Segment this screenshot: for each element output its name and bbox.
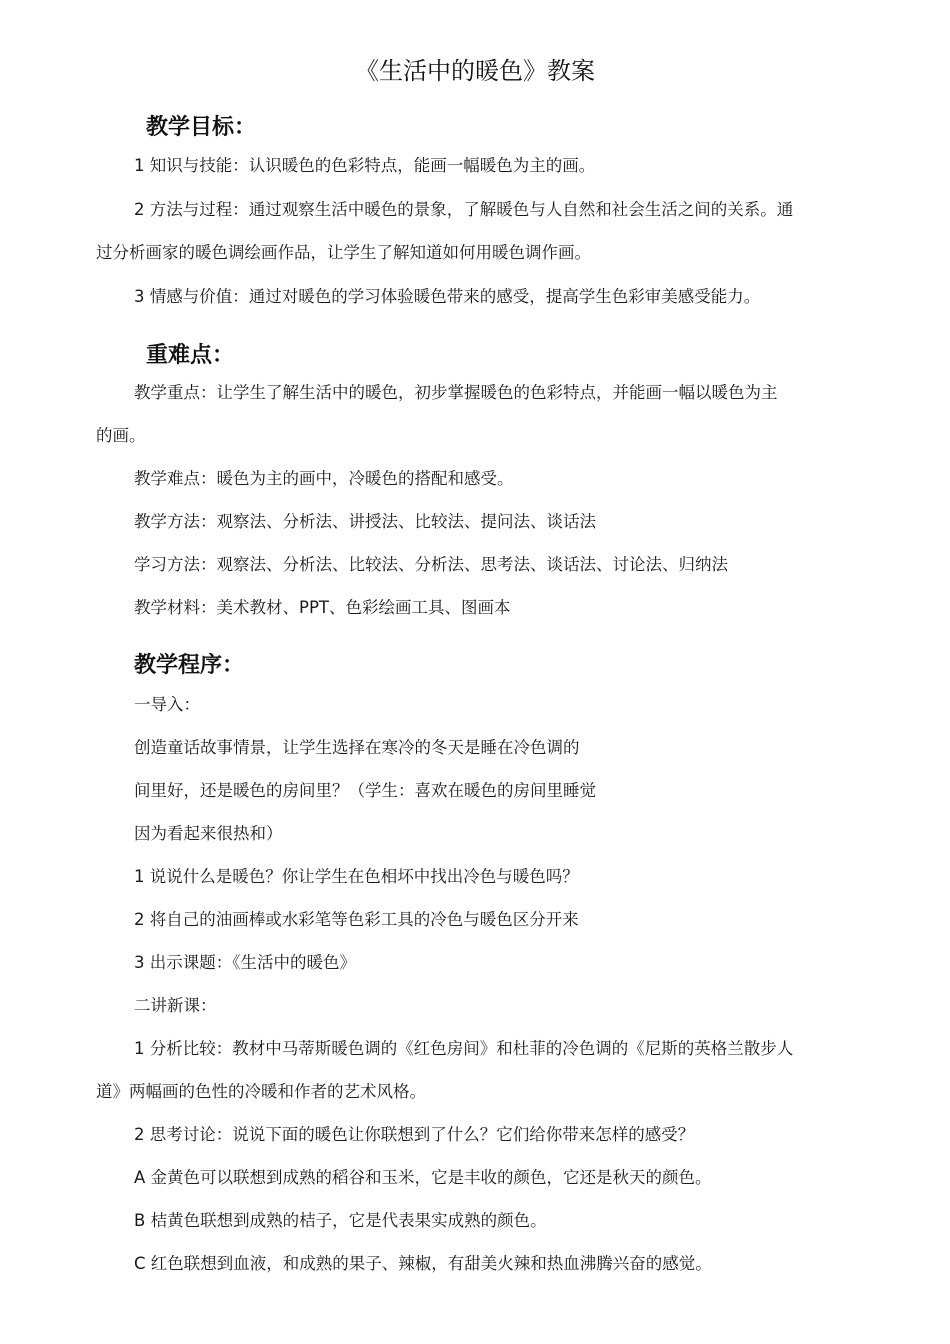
intro-step-2: 2 将自己的油画棒或水彩笔等色彩工具的冷色与暖色区分开来 bbox=[134, 910, 579, 929]
new-lesson-label: 二讲新课： bbox=[134, 996, 217, 1015]
teaching-focus-line-1: 教学重点：让学生了解生活中的暖色，初步掌握暖色的色彩特点，并能画一幅以暖色为主 bbox=[134, 383, 778, 402]
teaching-difficulty: 教学难点：暖色为主的画中，冷暖色的搭配和感受。 bbox=[134, 469, 514, 488]
intro-label: 一导入： bbox=[134, 695, 200, 714]
intro-line-2: 间里好，还是暖色的房间里？（学生：喜欢在暖色的房间里睡觉 bbox=[134, 781, 596, 800]
teaching-focus-line-2: 的画。 bbox=[96, 426, 146, 445]
answer-a: A 金黄色可以联想到成熟的稻谷和玉米，它是丰收的颜色，它还是秋天的颜色。 bbox=[134, 1168, 712, 1187]
goal-item-2-line-2: 过分析画家的暖色调绘画作品，让学生了解知道如何用暖色调作画。 bbox=[96, 243, 591, 262]
discussion-question: 2 思考讨论：说说下面的暖色让你联想到了什么？它们给你带来怎样的感受？ bbox=[134, 1125, 695, 1144]
intro-line-1: 创造童话故事情景，让学生选择在寒冷的冬天是睡在冷色调的 bbox=[134, 738, 580, 757]
intro-step-3: 3 出示课题：《生活中的暖色》 bbox=[134, 953, 356, 972]
answer-b: B 桔黄色联想到成熟的桔子，它是代表果实成熟的颜色。 bbox=[134, 1211, 547, 1230]
goal-item-2-line-1: 2 方法与过程：通过观察生活中暖色的景象，了解暖色与人自然和社会生活之间的关系。通 bbox=[134, 200, 794, 219]
document-title: 《生活中的暖色》教案 bbox=[355, 57, 595, 85]
analysis-line-2: 道》两幅画的色性的冷暖和作者的艺术风格。 bbox=[96, 1082, 426, 1101]
answer-c: C 红色联想到血液，和成熟的果子、辣椒，有甜美火辣和热血沸腾兴奋的感觉。 bbox=[134, 1254, 712, 1273]
goal-item-1: 1 知识与技能：认识暖色的色彩特点，能画一幅暖色为主的画。 bbox=[134, 156, 596, 175]
analysis-line-1: 1 分析比较：教材中马蒂斯暖色调的《红色房间》和杜菲的冷色调的《尼斯的英格兰散步人 bbox=[134, 1039, 794, 1058]
teaching-materials: 教学材料：美术教材、PPT、色彩绘画工具、图画本 bbox=[134, 598, 511, 617]
heading-teaching-goals: 教学目标： bbox=[146, 115, 257, 140]
intro-step-1: 1 说说什么是暖色？你让学生在色相坏中找出冷色与暖色吗？ bbox=[134, 867, 579, 886]
learning-methods: 学习方法：观察法、分析法、比较法、分析法、思考法、谈话法、讨论法、归纳法 bbox=[134, 555, 728, 574]
heading-teaching-procedure: 教学程序： bbox=[134, 653, 245, 678]
goal-item-3: 3 情感与价值：通过对暖色的学习体验暖色带来的感受，提高学生色彩审美感受能力。 bbox=[134, 287, 761, 306]
heading-key-points: 重难点： bbox=[146, 343, 235, 368]
intro-line-3: 因为看起来很热和） bbox=[134, 824, 283, 843]
teaching-methods: 教学方法：观察法、分析法、讲授法、比较法、提问法、谈话法 bbox=[134, 512, 596, 531]
